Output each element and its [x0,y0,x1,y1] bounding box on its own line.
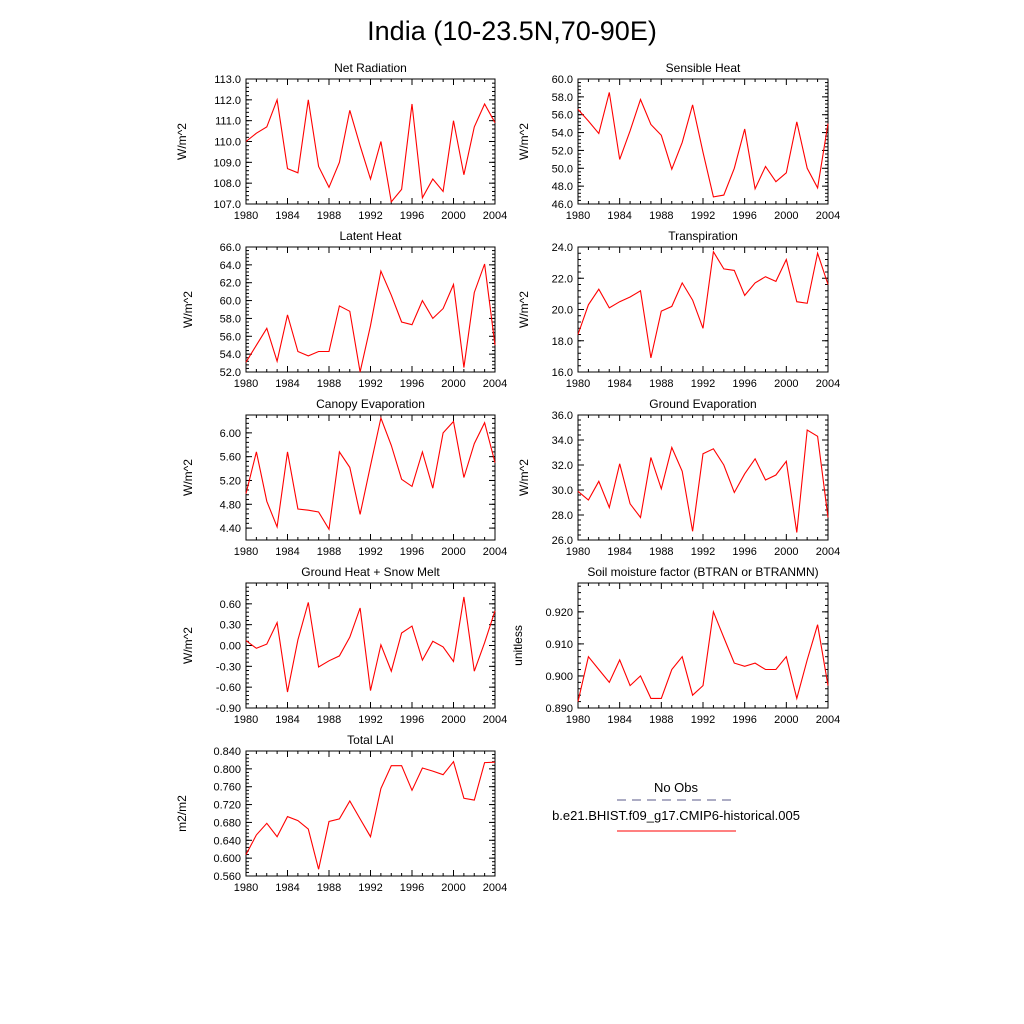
x-tick-label: 1992 [358,714,383,726]
y-axis-label: W/m^2 [517,123,531,160]
y-tick-label: 0.760 [213,781,241,794]
y-tick-label: 107.0 [213,199,241,211]
legend-obs-label: No Obs [653,780,699,795]
y-tick-label: 32.0 [551,460,573,472]
x-tick-label: 1980 [233,210,259,222]
x-tick-label: 2000 [441,210,466,222]
y-tick-label: 58.0 [551,91,573,104]
x-tick-label: 1988 [649,378,674,390]
panel-title: Ground Evaporation [649,397,757,411]
y-tick-label: 16.0 [551,367,573,379]
x-tick-label: 1988 [649,546,674,558]
x-tick-label: 2000 [774,210,799,222]
panel-title: Canopy Evaporation [316,397,425,411]
legend-model-label: b.e21.BHIST.f09_g17.CMIP6-historical.005 [552,808,800,823]
y-tick-label: 0.640 [213,835,241,848]
y-tick-label: -0.60 [215,682,241,695]
x-tick-label: 1984 [275,378,300,390]
y-tick-label: 110.0 [214,136,241,149]
y-tick-label: 4.40 [219,523,241,536]
x-tick-label: 2004 [482,210,508,222]
y-tick-label: 34.0 [551,435,573,447]
x-tick-label: 2004 [482,378,508,390]
x-tick-label: 1992 [690,546,716,558]
x-tick-label: 2000 [441,546,466,558]
x-tick-label: 1992 [690,210,716,222]
y-tick-label: 113.0 [214,74,241,86]
x-tick-label: 1980 [233,378,259,390]
x-tick-label: 1988 [316,546,342,558]
x-tick-label: 1984 [275,882,300,894]
x-tick-label: 1988 [649,714,674,726]
x-tick-label: 1988 [316,714,342,726]
y-axis-label: W/m^2 [517,459,531,496]
panel-title: Transpiration [668,229,738,243]
x-tick-label: 1996 [399,378,425,390]
x-tick-label: 2000 [441,714,466,726]
y-tick-label: 0.910 [545,638,573,651]
x-tick-label: 1996 [399,714,425,726]
x-tick-label: 2004 [482,546,508,558]
y-tick-label: 56.0 [551,109,573,122]
y-axis-label: m2/m2 [175,795,189,832]
x-tick-label: 1980 [233,714,259,726]
y-tick-label: 0.720 [213,799,241,812]
panel-title: Sensible Heat [665,61,741,75]
x-tick-label: 1980 [565,378,591,390]
y-tick-label: 108.0 [213,178,241,191]
y-tick-label: 0.840 [213,746,241,758]
x-tick-label: 2000 [441,882,466,894]
panel-title: Soil moisture factor (BTRAN or BTRANMN) [587,565,819,579]
x-tick-label: 1992 [358,378,383,390]
y-tick-label: 0.600 [213,853,241,866]
x-tick-label: 1996 [399,546,425,558]
x-tick-label: 1980 [233,882,259,894]
y-tick-label: 0.890 [545,703,573,715]
x-tick-label: 1984 [275,714,300,726]
y-tick-label: 54.0 [219,349,241,362]
y-axis-label: W/m^2 [181,627,195,664]
y-tick-label: 111.0 [215,115,241,128]
x-tick-label: 1992 [358,546,383,558]
y-tick-label: 28.0 [551,510,573,522]
x-tick-label: 2000 [774,714,799,726]
y-tick-label: 0.30 [219,619,241,632]
x-tick-label: 1996 [732,210,757,222]
x-tick-label: 1996 [732,546,757,558]
x-tick-label: 1996 [399,882,425,894]
y-tick-label: 64.0 [219,259,241,272]
y-axis-label: W/m^2 [517,291,531,328]
y-tick-label: 112.0 [214,94,241,107]
y-tick-label: 0.00 [219,640,241,653]
y-tick-label: 60.0 [551,74,573,86]
y-tick-label: 46.0 [551,199,573,211]
y-tick-label: 36.0 [551,410,573,422]
x-tick-label: 2004 [815,210,841,222]
y-axis-label: W/m^2 [181,291,195,328]
x-tick-label: 1992 [358,882,383,894]
y-tick-label: 5.20 [219,475,241,488]
x-tick-label: 1984 [607,378,632,390]
y-tick-label: 30.0 [551,485,573,497]
y-tick-label: 0.680 [213,817,241,830]
y-tick-label: -0.90 [215,703,241,715]
y-axis-label: W/m^2 [181,459,195,496]
y-axis-label: W/m^2 [175,123,189,160]
y-tick-label: 20.0 [551,304,573,317]
x-tick-label: 1980 [565,714,591,726]
y-tick-label: 0.560 [213,871,241,883]
panel-title: Ground Heat + Snow Melt [301,565,440,579]
y-tick-label: 5.60 [219,451,241,464]
x-tick-label: 1988 [649,210,674,222]
y-tick-label: 6.00 [219,427,241,440]
x-tick-label: 2004 [482,882,508,894]
x-tick-label: 2000 [441,378,466,390]
panel-title: Total LAI [347,733,394,747]
y-tick-label: 66.0 [219,242,241,254]
x-tick-label: 1992 [690,378,716,390]
y-tick-label: 60.0 [219,295,241,308]
x-tick-label: 1984 [607,714,632,726]
x-tick-label: 1996 [732,714,757,726]
x-tick-label: 1992 [690,714,716,726]
y-tick-label: 52.0 [551,145,573,158]
x-tick-label: 1984 [607,546,632,558]
y-tick-label: 4.80 [219,499,241,512]
y-tick-label: 18.0 [551,335,573,348]
figure-title: India (10-23.5N,70-90E) [367,16,657,46]
x-tick-label: 1988 [316,378,342,390]
y-tick-label: 0.920 [545,606,573,619]
x-tick-label: 1996 [399,210,425,222]
y-tick-label: 26.0 [551,535,573,547]
y-tick-label: 22.0 [551,273,573,286]
x-tick-label: 2004 [815,378,841,390]
x-tick-label: 2004 [482,714,508,726]
y-axis-label: unitless [511,625,525,666]
x-tick-label: 2004 [815,546,841,558]
y-tick-label: 24.0 [551,242,573,254]
x-tick-label: 1992 [358,210,383,222]
y-tick-label: 0.800 [213,763,241,776]
y-tick-label: 48.0 [551,181,573,194]
x-tick-label: 2000 [774,378,799,390]
x-tick-label: 1988 [316,210,342,222]
x-tick-label: 2004 [815,714,841,726]
y-tick-label: 62.0 [219,277,241,290]
x-tick-label: 1980 [565,546,591,558]
y-tick-label: 0.900 [545,670,573,683]
y-tick-label: 50.0 [551,163,573,176]
x-tick-label: 1988 [316,882,342,894]
y-tick-label: 54.0 [551,127,573,140]
x-tick-label: 1996 [732,378,757,390]
panel-title: Latent Heat [339,229,402,243]
x-tick-label: 1984 [275,546,300,558]
y-tick-label: 109.0 [213,157,241,170]
x-tick-label: 1984 [607,210,632,222]
x-tick-label: 1980 [233,546,259,558]
panel-title: Net Radiation [334,61,407,75]
x-tick-label: 1980 [565,210,591,222]
y-tick-label: -0.30 [215,661,241,674]
y-tick-label: 52.0 [219,367,241,379]
x-tick-label: 1984 [275,210,300,222]
x-tick-label: 2000 [774,546,799,558]
y-tick-label: 0.60 [219,598,241,611]
y-tick-label: 58.0 [219,313,241,326]
y-tick-label: 56.0 [219,331,241,344]
